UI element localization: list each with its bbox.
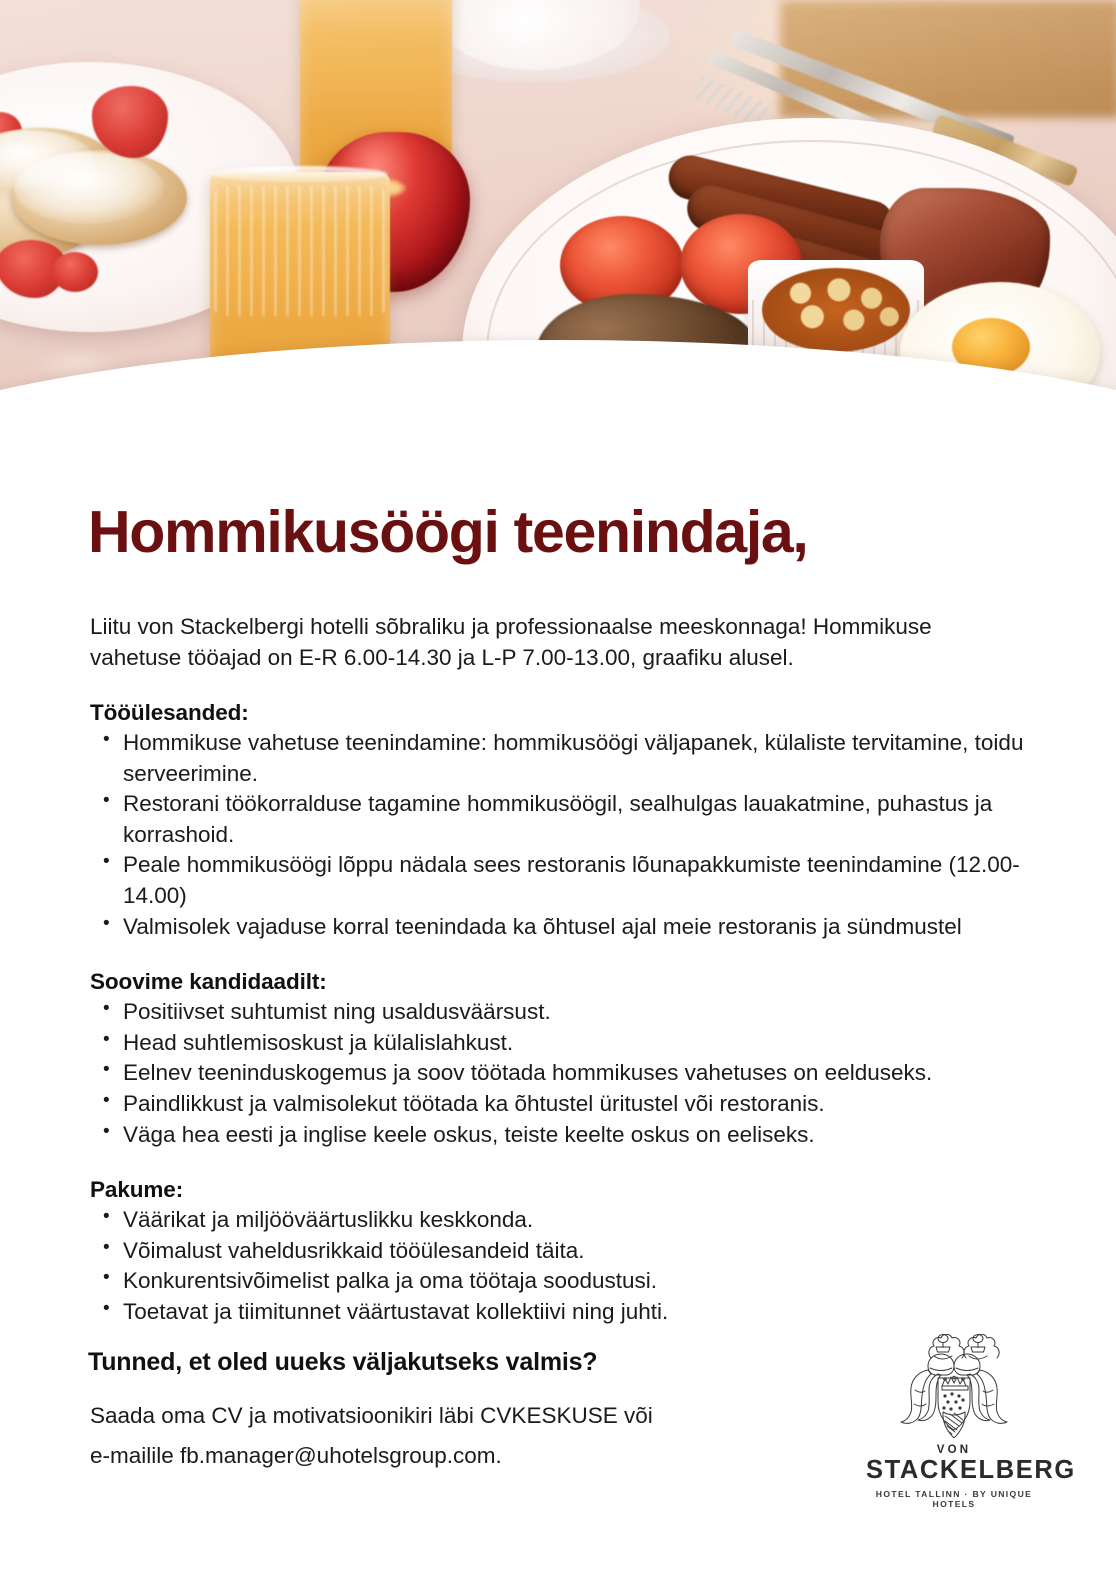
list-item: • Toetavat ja tiimitunnet väärtustavat kollektiivi ning juhti. xyxy=(90,1297,1050,1328)
list-item: • Väga hea eesti ja inglise keele oskus, teiste keelte oskus on eeliseks. xyxy=(90,1120,1050,1151)
intro-paragraph: Liitu von Stackelbergi hotelli sõbraliku ja professionaalse meeskonnaga! Hommikuse vahetuse tööajad on E-R 6.00-14.30 ja L-P 7.00-13.00, graafiku alusel. xyxy=(90,613,932,671)
section-heading: Pakume: xyxy=(90,1177,184,1203)
cta-line-1: Saada oma CV ja motivatsioonikiri läbi CVKESKUSE või xyxy=(90,1403,653,1428)
section-bullet-list xyxy=(90,728,1050,942)
list-item: • Hommikuse vahetuse teenindamine: hommikusöögi väljapanek, külaliste tervitamine, toidu serveerimine. xyxy=(90,728,1050,789)
cta-heading: Tunned, et oled uueks väljakutseks valmis? xyxy=(88,1348,598,1376)
list-item: • Positiivset suhtumist ning usaldusväärsust. xyxy=(90,997,1050,1028)
list-item: • Restorani töökorralduse tagamine hommikusöögil, sealhulgas lauakatmine, puhastus ja korrashoid. xyxy=(90,789,1050,850)
company-logo xyxy=(866,1334,1076,1509)
page-title: Hommikusöögi teenindaja, xyxy=(88,498,808,565)
sections-list xyxy=(90,700,1050,1355)
list-item: • Võimalust vaheldusrikkaid tööülesandeid täita. xyxy=(90,1236,1050,1267)
section xyxy=(90,700,1050,942)
list-item: • Valmisolek vajaduse korral teenindada ka õhtusel ajal meie restoranis ja sündmustel xyxy=(90,912,1050,943)
section-heading: Tööülesanded: xyxy=(90,700,249,725)
list-item: • Paindlikkust ja valmisolekut töötada ka õhtustel üritustel või restoranis. xyxy=(90,1089,1050,1120)
list-item: • Eelnev teeninduskogemus ja soov töötada hommikuses vahetuses on eelduseks. xyxy=(90,1058,1050,1089)
section xyxy=(90,969,1050,1150)
stackelberg-crest-icon xyxy=(890,1334,1018,1438)
logo-von-text: VON xyxy=(936,1444,972,1456)
cta-line-2: e-mailile fb.manager@uhotelsgroup.com. xyxy=(90,1443,502,1468)
section-bullet-list xyxy=(90,997,1050,1150)
logo-name-text: STACKELBERG xyxy=(866,1456,1076,1484)
list-item: • Peale hommikusöögi lõppu nädala sees restoranis lõunapakkumiste teenindamine (12.00-14.00) xyxy=(90,850,1050,911)
logo-tagline-text: HOTEL TALLINN · BY UNIQUE HOTELS xyxy=(875,1488,1033,1509)
list-item: • Head suhtlemisoskust ja külalislahkust. xyxy=(90,1028,1050,1059)
section xyxy=(90,1177,1050,1327)
list-item: • Väärikat ja miljööväärtuslikku keskkonda. xyxy=(90,1205,1050,1236)
section-bullet-list xyxy=(90,1205,1050,1327)
list-item: • Konkurentsivõimelist palka ja oma töötaja soodustusi. xyxy=(90,1266,1050,1297)
section-heading: Soovime kandidaadilt: xyxy=(90,969,327,995)
